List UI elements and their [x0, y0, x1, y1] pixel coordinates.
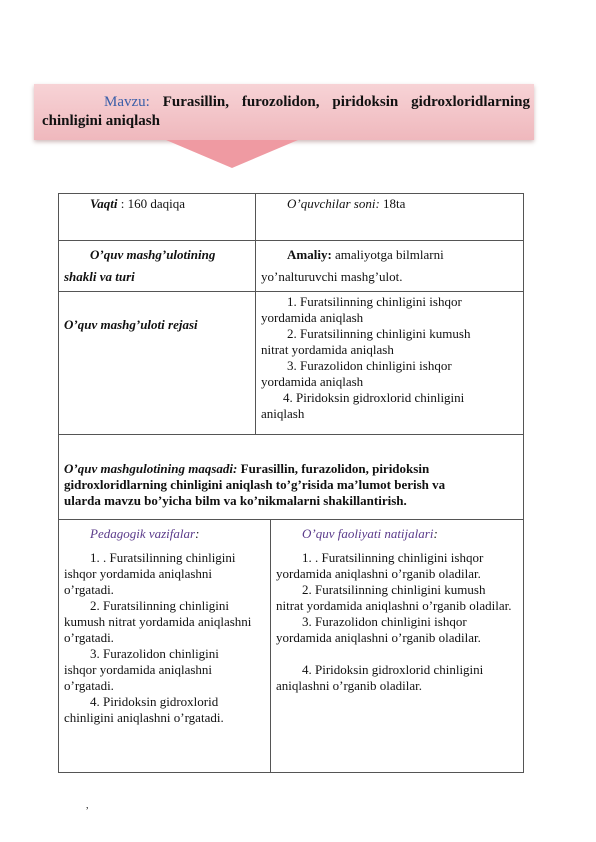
plan-item-2: 2. Furatsilinning chinligini kumush nitrat yordamida aniqlash: [261, 326, 471, 357]
topic-title: [42, 93, 530, 131]
form-label: [64, 244, 252, 288]
form-label-line1: O’quv mashg’ulotining: [90, 247, 216, 262]
plan-item-4: 4. Piridoksin gidroxlorid chinligini aniqlash: [261, 390, 465, 421]
topic-text: Furasillin, furozolidon, piridoksin gidroxloridlarning chinligini aniqlash: [42, 94, 530, 129]
result-item-3: 3. Furazolidon chinligini ishqor yordamida aniqlashni o’rganib oladilar.: [276, 614, 481, 645]
tasks-content: [64, 526, 254, 726]
topic-label: Mavzu:: [104, 94, 150, 110]
task-item-4: 4. Piridoksin gidroxlorid chinligini aniqlashni o’rgatadi.: [64, 694, 224, 725]
banner-arrow-icon: [166, 140, 298, 168]
plan-list: [261, 294, 491, 422]
task-item-1: 1. . Furatsilinning chinligini ishqor yordamida aniqlashni o’rgatadi.: [64, 550, 236, 597]
goal-text: [64, 461, 484, 509]
time-text: [64, 196, 250, 212]
plan-label-cell: [58, 291, 256, 435]
goal-body: Furasillin, furazolidon, piridoksin gidroxloridlarning chinligini aniqlash to’g’risida ma’lumot berish va ularda mavzu bo’yicha bilm va ko’nikmalarni shakillantirish.: [64, 461, 446, 508]
result-item-2: 2. Furatsilinning chinligini kumush nitrat yordamida aniqlashni o’rganib oladilar.: [276, 582, 512, 613]
results-heading: O’quv faoliyati natijalari: [302, 526, 434, 541]
students-text: [261, 196, 519, 212]
students-value: 18ta: [379, 196, 406, 211]
tasks-heading: Pedagogik vazifalar: [90, 526, 196, 541]
result-item-4: 4. Piridoksin gidroxlorid chinligini aniqlashni o’rganib oladilar.: [276, 662, 484, 693]
form-value-text2: yo’nalturuvchi mashg’ulot.: [261, 269, 403, 284]
plan-item-3: 3. Furazolidon chinligini ishqor yordamida aniqlash: [261, 358, 452, 389]
form-label-line2: shakli va turi: [64, 269, 135, 284]
footer-mark: ,: [86, 800, 89, 811]
task-item-2: 2. Furatsilinning chinligini kumush nitrat yordamida aniqlashni o’rgatadi.: [64, 598, 252, 645]
tasks-heading-punct: :: [195, 526, 200, 541]
result-item-1: 1. . Furatsilinning chinligini ishqor yordamida aniqlashni o’rganib oladilar.: [276, 550, 484, 581]
plan-item-1: 1. Furatsilinning chinligini ishqor yordamida aniqlash: [261, 294, 462, 325]
time-label: Vaqti: [90, 196, 118, 211]
form-value-label: Amaliy:: [287, 247, 332, 262]
form-value-text1: amaliyotga bilmlarni: [331, 247, 444, 262]
results-content: [276, 526, 516, 694]
time-value: : 160 daqiqa: [117, 196, 185, 211]
results-heading-punct: :: [433, 526, 438, 541]
goal-label: O’quv mashgulotining maqsadi:: [64, 461, 238, 476]
students-label: O’quvchilar soni:: [287, 196, 380, 211]
plan-label: O’quv mashg’uloti rejasi: [64, 317, 198, 332]
task-item-3: 3. Furazolidon chinligini ishqor yordamida aniqlashni o’rgatadi.: [64, 646, 219, 693]
form-value: [261, 244, 519, 288]
topic-banner: [34, 84, 534, 140]
